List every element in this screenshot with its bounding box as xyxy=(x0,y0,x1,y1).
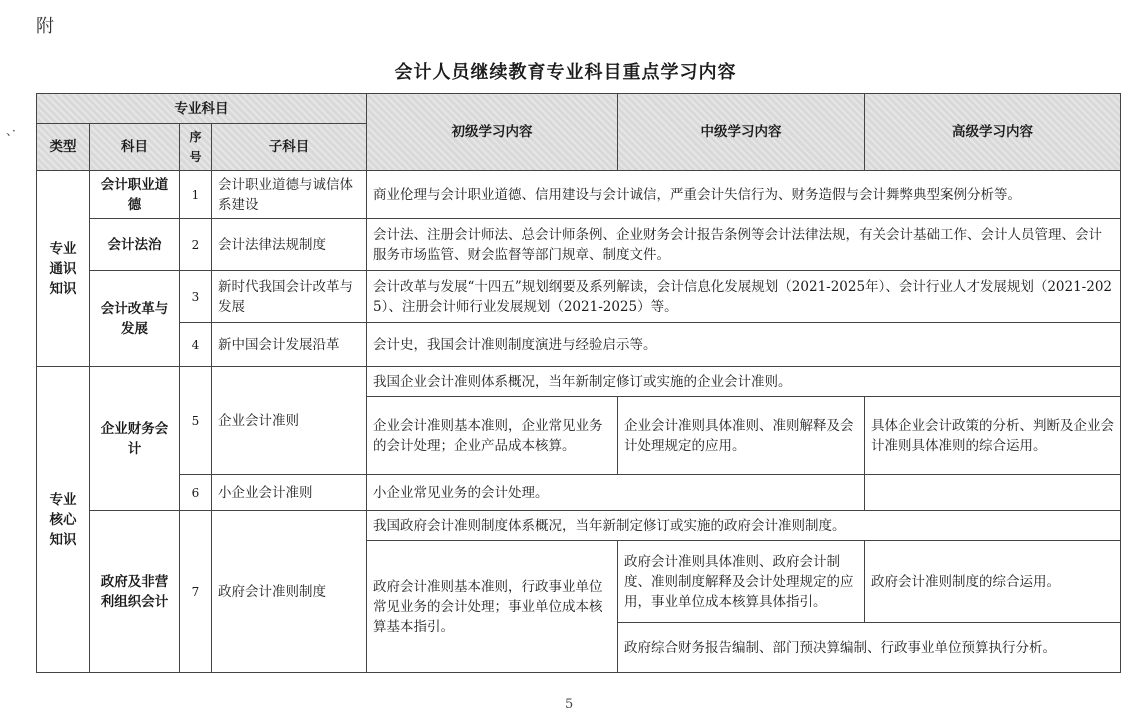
content-cell: 会计改革与发展“十四五”规划纲要及系列解读，会计信息化发展规划（2021-2025年）、会计行业人才发展规划（2021-2025）、注册会计师行业发展规划（2021-2025）等。 xyxy=(367,271,1121,323)
professional-subjects-header: 专业科目 xyxy=(37,94,367,124)
sub-subject-cell: 政府会计准则制度 xyxy=(212,511,367,673)
sub-subject-cell: 小企业会计准则 xyxy=(212,475,367,511)
senior-content-cell: 具体企业会计政策的分析、判断及企业会计准则具体准则的综合运用。 xyxy=(865,397,1121,475)
subject-header: 科目 xyxy=(90,124,180,171)
seq-header: 序号 xyxy=(180,124,212,171)
subject-cell: 会计职业道德 xyxy=(90,171,180,219)
subject-cell: 企业财务会计 xyxy=(90,367,180,511)
sub-subject-cell: 会计职业道德与诚信体系建设 xyxy=(212,171,367,219)
seq-cell: 7 xyxy=(180,511,212,673)
intermediate-senior-content-cell: 政府综合财务报告编制、部门预决算编制、行政事业单位预算执行分析。 xyxy=(618,623,1121,673)
subject-cell: 会计法治 xyxy=(90,219,180,271)
seq-cell: 5 xyxy=(180,367,212,475)
sub-subject-cell: 新中国会计发展沿革 xyxy=(212,323,367,367)
junior-content-cell: 企业会计准则基本准则，企业常见业务的会计处理；企业产品成本核算。 xyxy=(367,397,618,475)
seq-cell: 4 xyxy=(180,323,212,367)
sub-subject-header: 子科目 xyxy=(212,124,367,171)
common-content-cell: 我国企业会计准则体系概况，当年新制定修订或实施的企业会计准则。 xyxy=(367,367,1121,397)
seq-cell: 1 xyxy=(180,171,212,219)
junior-header: 初级学习内容 xyxy=(367,94,618,171)
sub-subject-cell: 会计法律法规制度 xyxy=(212,219,367,271)
intermediate-content-cell: 政府会计准则具体准则、政府会计制度、准则制度解释及会计处理规定的应用，事业单位成本核算具体指引。 xyxy=(618,541,865,623)
content-table xyxy=(36,93,1121,673)
sub-subject-cell: 企业会计准则 xyxy=(212,367,367,475)
sub-subject-cell: 新时代我国会计改革与发展 xyxy=(212,271,367,323)
subject-cell: 政府及非营利组织会计 xyxy=(90,511,180,673)
intermediate-content-cell: 企业会计准则具体准则、准则解释及会计处理规定的应用。 xyxy=(618,397,865,475)
page-number: 5 xyxy=(565,697,574,712)
content-cell: 会计史，我国会计准则制度演进与经验启示等。 xyxy=(367,323,1121,367)
type-header: 类型 xyxy=(37,124,90,171)
subject-cell: 会计改革与发展 xyxy=(90,271,180,367)
junior-content-cell: 小企业常见业务的会计处理。 xyxy=(367,475,865,511)
senior-header: 高级学习内容 xyxy=(865,94,1121,171)
seq-cell: 2 xyxy=(180,219,212,271)
senior-content-cell: 政府会计准则制度的综合运用。 xyxy=(865,541,1121,623)
type-cell: 专业通识知识 xyxy=(37,171,90,367)
common-content-cell: 我国政府会计准则制度体系概况，当年新制定修订或实施的政府会计准则制度。 xyxy=(367,511,1121,541)
content-cell: 商业伦理与会计职业道德、信用建设与会计诚信，严重会计失信行为、财务造假与会计舞弊典型案例分析等。 xyxy=(367,171,1121,219)
senior-content-cell xyxy=(865,475,1121,511)
margin-mark: 、· xyxy=(6,124,16,138)
seq-cell: 3 xyxy=(180,271,212,323)
annex-label: 附 xyxy=(36,16,54,37)
seq-cell: 6 xyxy=(180,475,212,511)
page-title: 会计人员继续教育专业科目重点学习内容 xyxy=(394,62,737,83)
junior-content-cell: 政府会计准则基本准则，行政事业单位常见业务的会计处理；事业单位成本核算基本指引。 xyxy=(367,541,618,673)
type-cell: 专业核心知识 xyxy=(37,367,90,673)
intermediate-header: 中级学习内容 xyxy=(618,94,865,171)
content-cell: 会计法、注册会计师法、总会计师条例、企业财务会计报告条例等会计法律法规，有关会计基础工作、会计人员管理、会计服务市场监管、财会监督等部门规章、制度文件。 xyxy=(367,219,1121,271)
